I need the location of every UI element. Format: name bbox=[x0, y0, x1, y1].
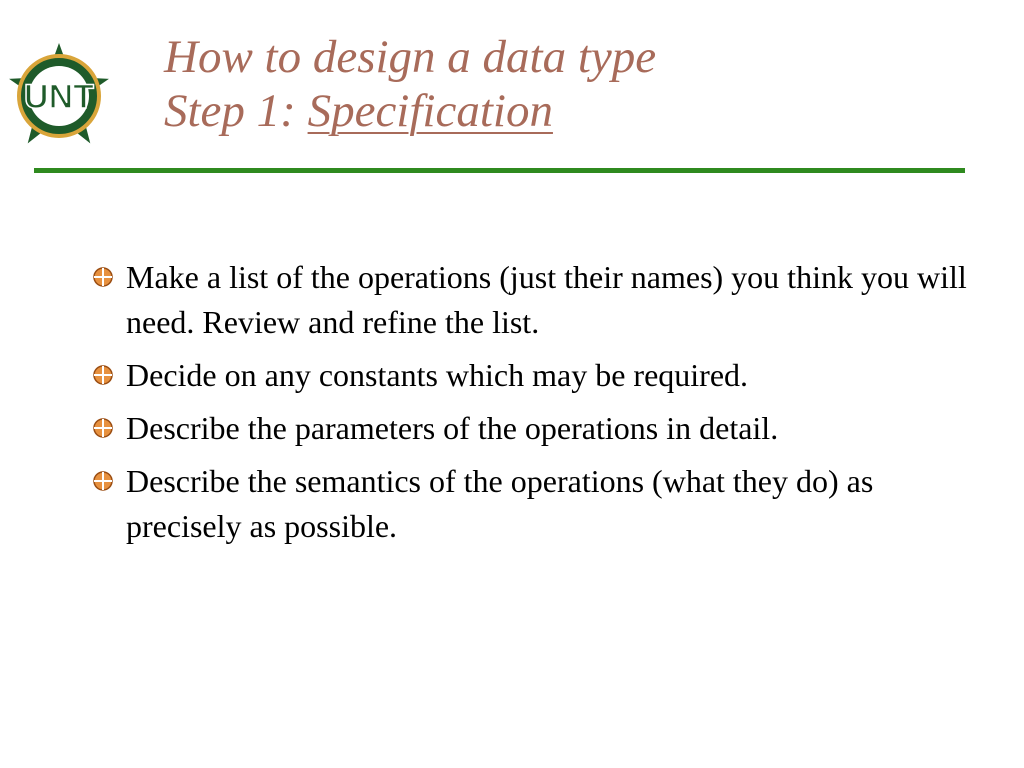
bullet-text: Describe the semantics of the operations (what they do) as precisely as possible. bbox=[126, 463, 874, 544]
title-divider bbox=[34, 168, 965, 173]
list-item bbox=[92, 255, 972, 345]
bullet-list bbox=[92, 255, 972, 557]
slide-title bbox=[164, 30, 656, 138]
unt-logo bbox=[0, 38, 118, 150]
list-item bbox=[92, 353, 972, 398]
logo-text: UNT bbox=[24, 78, 94, 116]
bullet-text: Make a list of the operations (just their names) you think you will need. Review and refine the list. bbox=[126, 259, 967, 340]
orange-target-bullet-icon bbox=[92, 417, 114, 439]
list-item bbox=[92, 459, 972, 549]
bullet-text: Describe the parameters of the operations in detail. bbox=[126, 410, 779, 446]
bullet-text: Decide on any constants which may be required. bbox=[126, 357, 749, 393]
title-line-2-underlined: Specification bbox=[307, 85, 553, 137]
unt-star-logo-icon bbox=[0, 38, 118, 150]
list-item bbox=[92, 406, 972, 451]
orange-target-bullet-icon bbox=[92, 266, 114, 288]
orange-target-bullet-icon bbox=[92, 470, 114, 492]
orange-target-bullet-icon bbox=[92, 364, 114, 386]
title-line-2 bbox=[164, 84, 656, 138]
title-line-2-prefix: Step 1: bbox=[164, 85, 308, 137]
title-line-1: How to design a data type bbox=[164, 31, 657, 83]
